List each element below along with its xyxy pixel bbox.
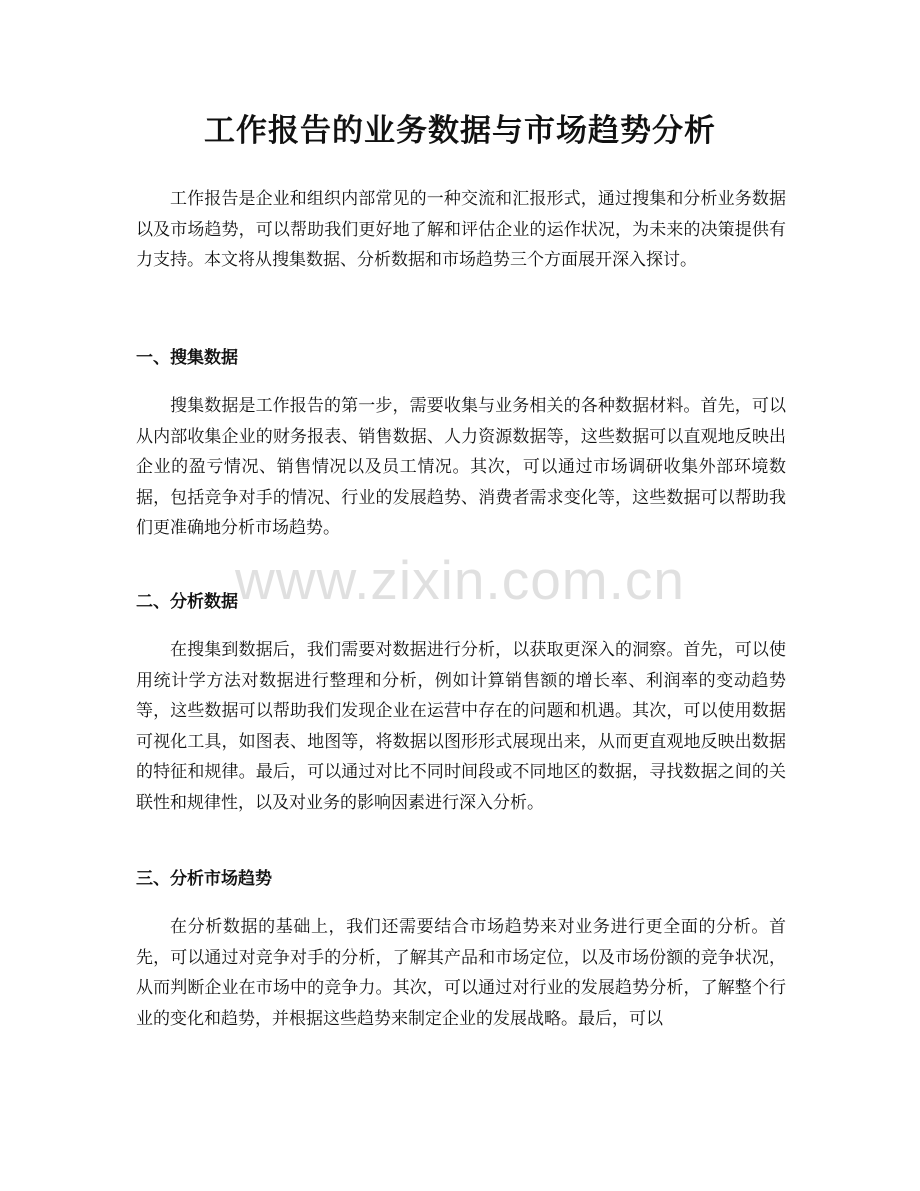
section-heading-analyze: 二、分析数据	[136, 592, 238, 612]
section-heading-market: 三、分析市场趋势	[136, 869, 272, 889]
document-title: 工作报告的业务数据与市场趋势分析	[204, 113, 716, 149]
section-body-collect: 搜集数据是工作报告的第一步，需要收集与业务相关的各种数据材料。首先，可以从内部收集企业的财务报表、销售数据、人力资源数据等，这些数据可以直观地反映出企业的盈亏情况、销售情况以及员工情况。其次，可以通过市场调研收集外部环境数据，包括竞争对手的情况、行业的发展趋势、消费者需求变化等，这些数据可以帮助我们更准确地分析市场趋势。	[136, 396, 786, 539]
watermark: www.zixin.com.cn	[235, 549, 685, 611]
section-heading-collect: 一、搜集数据	[136, 348, 238, 368]
intro-paragraph: 工作报告是企业和组织内部常见的一种交流和汇报形式，通过搜集和分析业务数据以及市场趋势，可以帮助我们更好地了解和评估企业的运作状况，为未来的决策提供有力支持。本文将从搜集数据、分析数据和市场趋势三个方面展开深入探讨。	[136, 189, 786, 271]
section-body-analyze: 在搜集到数据后，我们需要对数据进行分析，以获取更深入的洞察。首先，可以使用统计学方法对数据进行整理和分析，例如计算销售额的增长率、利润率的变动趋势等，这些数据可以帮助我们发现企业在运营中存在的问题和机遇。其次，可以使用数据可视化工具，如图表、地图等，将数据以图形形式展现出来，从而更直观地反映出数据的特征和规律。最后，可以通过对比不同时间段或不同地区的数据，寻找数据之间的关联性和规律性，以及对业务的影响因素进行深入分析。	[136, 640, 786, 813]
section-body-market: 在分析数据的基础上，我们还需要结合市场趋势来对业务进行更全面的分析。首先，可以通过对竞争对手的分析，了解其产品和市场定位，以及市场份额的竞争状况，从而判断企业在市场中的竞争力。其次，可以通过对行业的发展趋势分析，了解整个行业的变化和趋势，并根据这些趋势来制定企业的发展战略。最后，可以	[136, 917, 786, 1029]
